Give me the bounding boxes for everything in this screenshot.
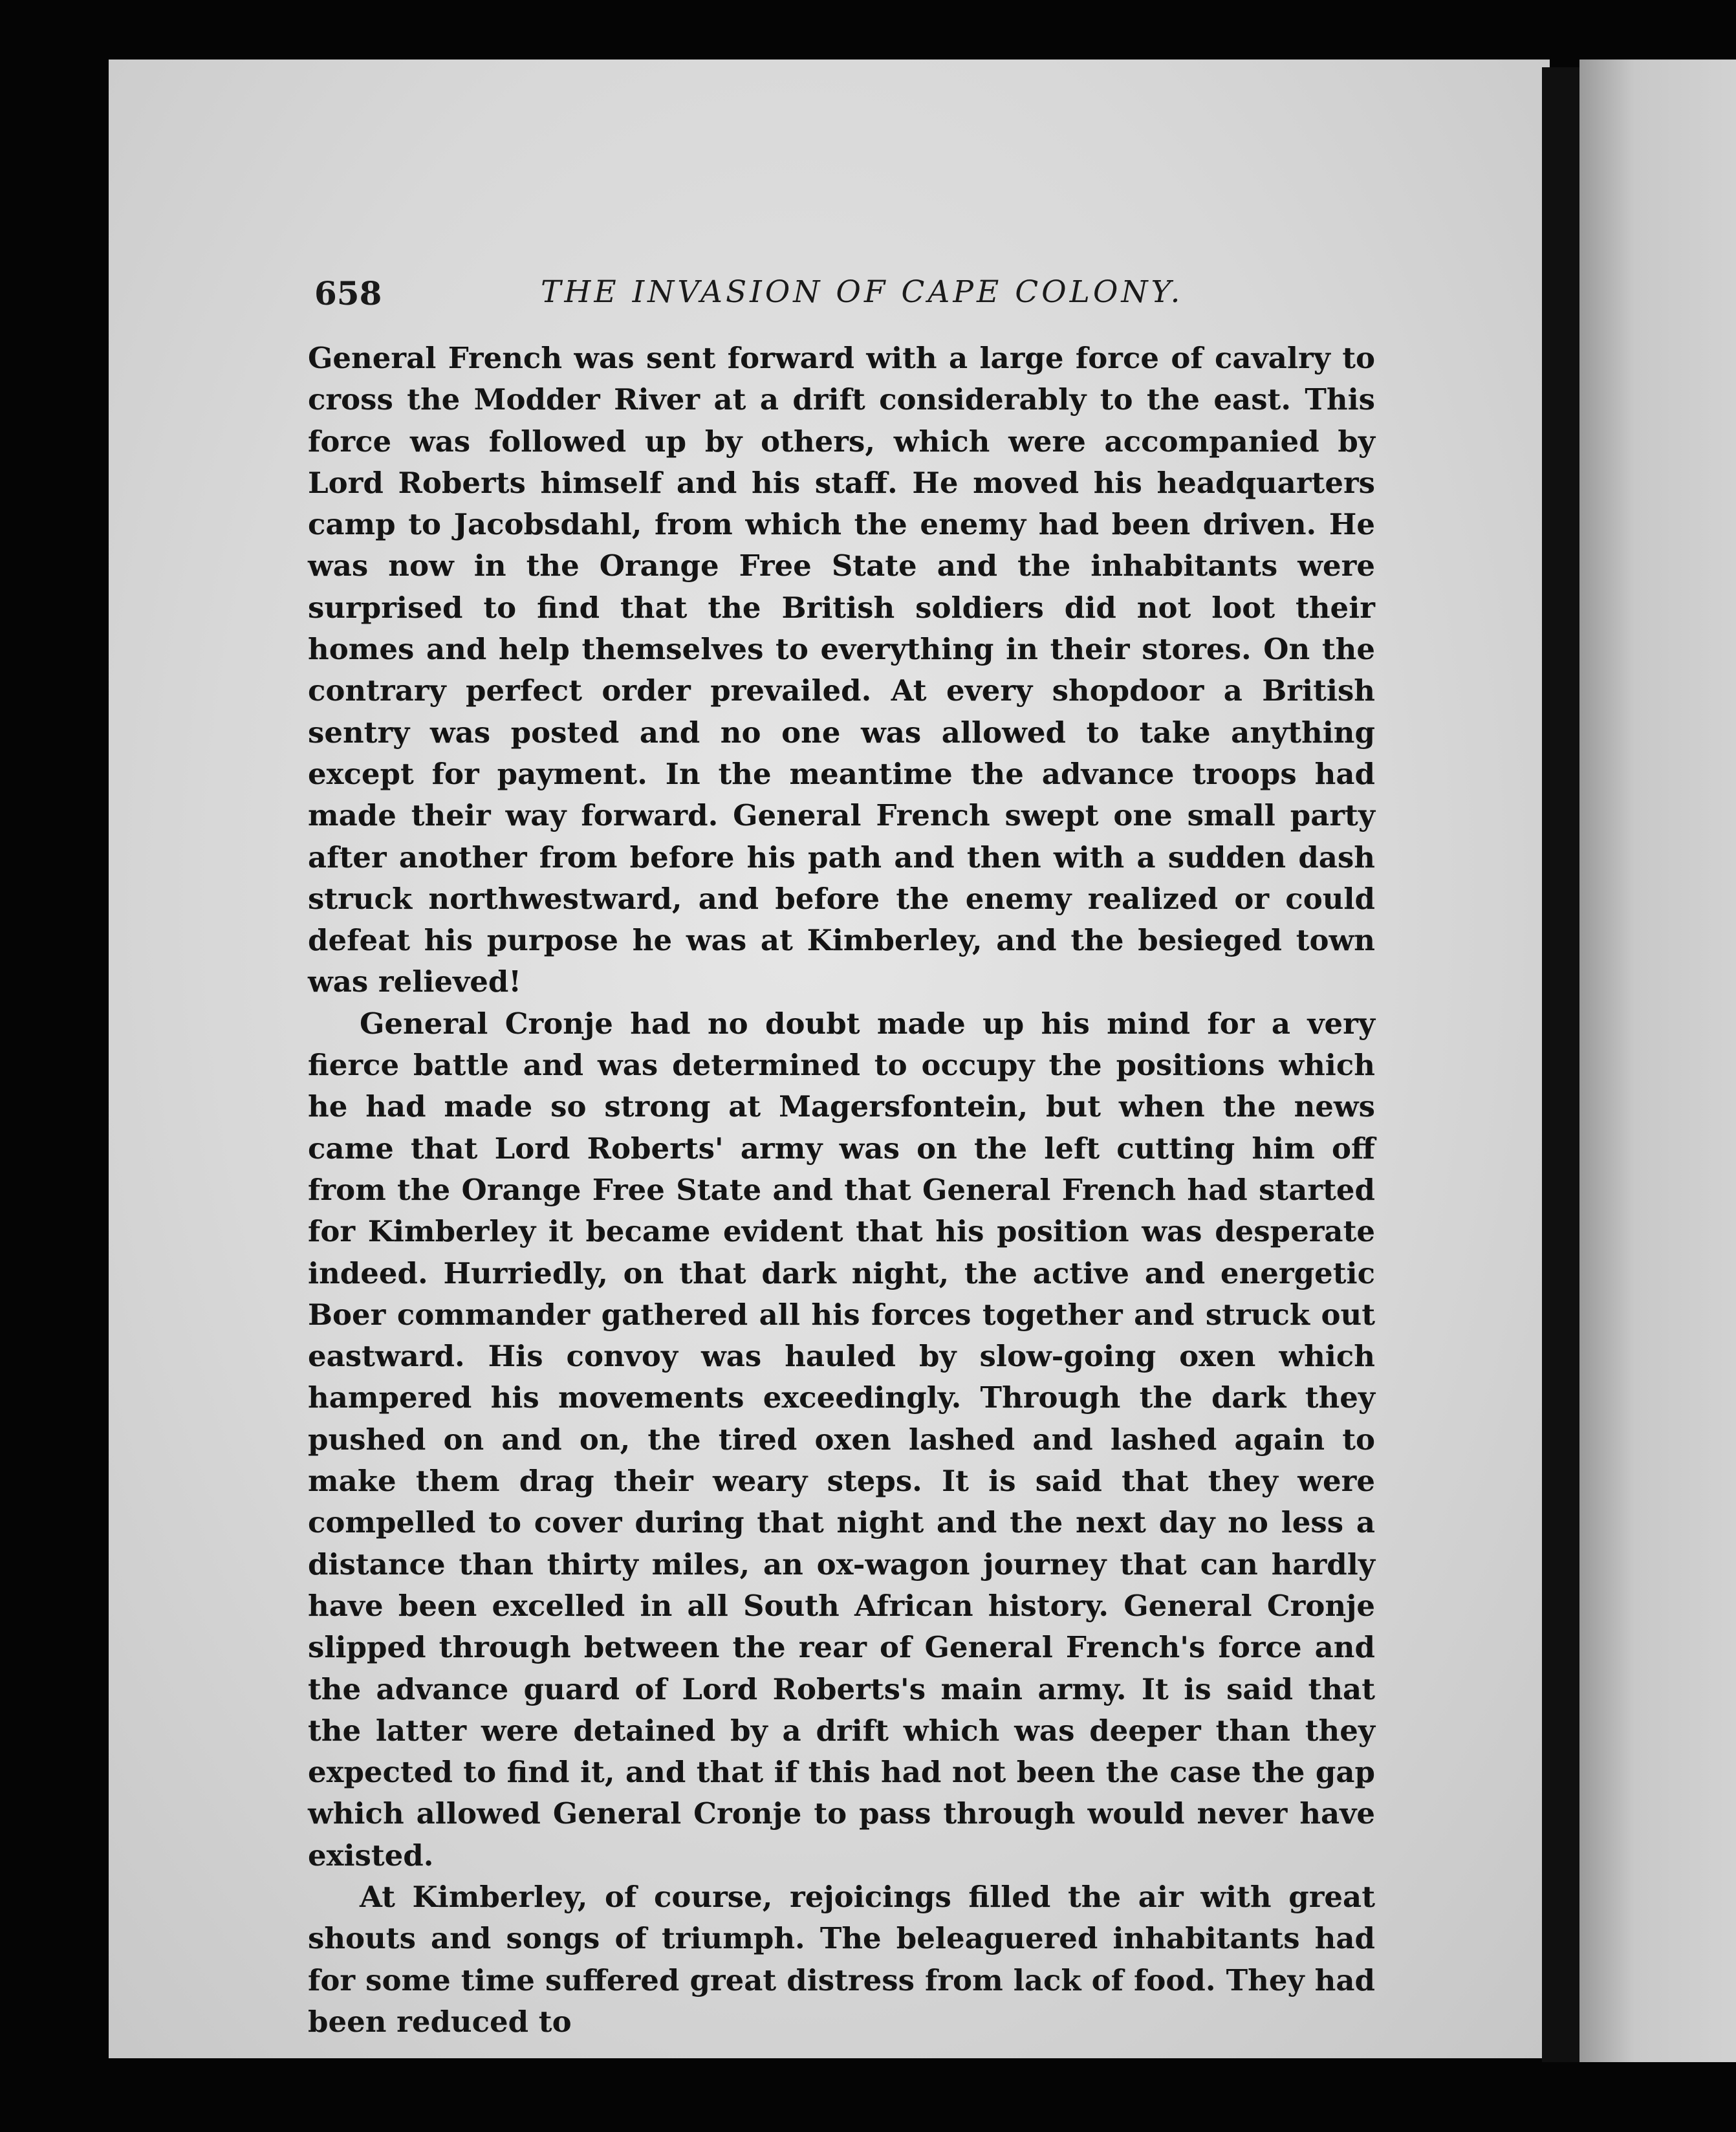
paragraph-1: General French was sent forward with a large force of cavalry to cross the Modder River at a drift considerably to the east. This force was followed up by others, which were accompanied by Lord Roberts himself and his staff. He moved his headquarters camp to Jacobsdahl, from which the enemy had been driven. He was now in the Orange Free State and the inhabitants were surprised to find that the British soldiers did not loot their homes and help themselves to everything in their stores. On the contrary perfect order prevailed. At every shopdoor a British sentry was posted and no one was allowed to take anything except for payment. In the meantime the advance troops had made their way forward. General French swept one small party after another from before his path and then with a sudden dash struck northwestward, and before the enemy realized or could defeat his purpose he was at Kimberley, and the besieged town was relieved!: [308, 341, 1375, 999]
page-gutter: [1542, 67, 1579, 2062]
page-number: 658: [314, 274, 382, 312]
body-text: [308, 338, 1375, 2043]
paragraph-3: At Kimberley, of course, rejoicings filled the air with great shouts and songs of triumph. The beleaguered inhabitants had for some time suffered great distress from lack of food. They had been reduced to: [308, 1879, 1375, 2039]
running-head: THE INVASION OF CAPE COLONY.: [541, 274, 1184, 310]
paragraph-2: General Cronje had no doubt made up his mind for a very fierce battle and was determined to occupy the positions which he had made so strong at Magersfontein, but when the news came that Lord Roberts' army was on the left cutting him off from the Orange Free State and that General French had started for Kimberley it became evident that his position was desperate indeed. Hurriedly, on that dark night, the active and energetic Boer commander gathered all his forces together and struck out eastward. His convoy was hauled by slow-going oxen which hampered his movements exceedingly. Through the dark they pushed on and on, the tired oxen lashed and lashed again to make them drag their weary steps. It is said that they were compelled to cover during that night and the next day no less a distance than thirty miles, an ox-wagon journey that can hardly have been excelled in all South African history. General Cronje slipped through between the rear of General French's force and the advance guard of Lord Roberts's main army. It is said that the latter were detained by a drift which was deeper than they expected to find it, and that if this had not been the case the gap which allowed General Cronje to pass through would never have existed.: [308, 1006, 1375, 1873]
facing-page-edge: [1579, 60, 1736, 2062]
page-header: [314, 272, 1369, 323]
